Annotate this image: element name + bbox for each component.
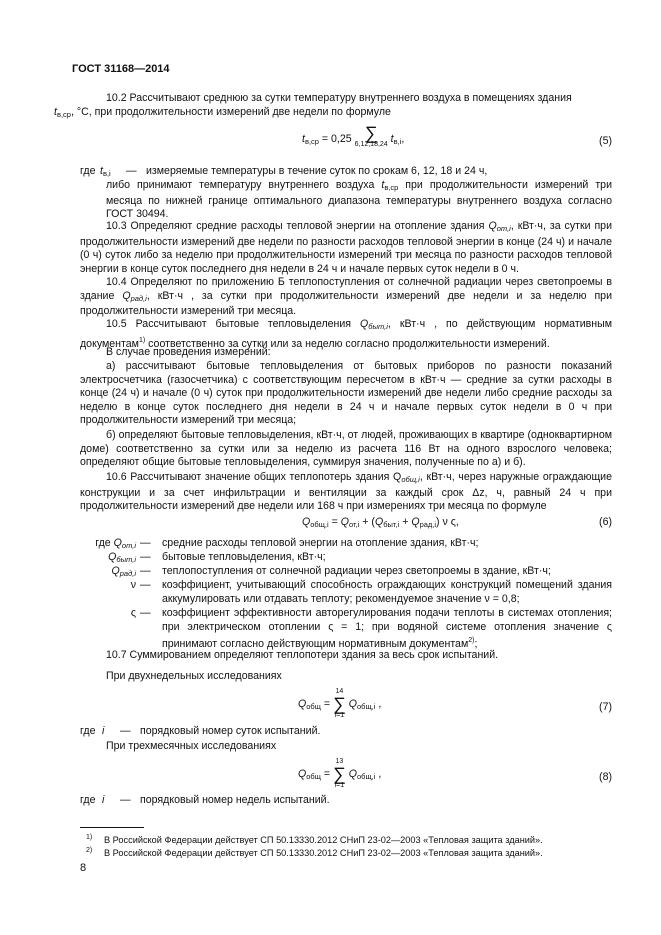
paragraph-a: а) рассчитывают бытовые тепловыделения от бытовых приборов по разности показаний электросчетчика (газосчетчика) с соответствующим пересчетом в кВт·ч — средние за сутки расходы в конце (24 ч) и начале (0 ч) суток при продолжительности измерений две недели либо средние расходы за неделю в конце суток последнего дня недели в 24 ч и начале первых суток недели в 0 ч при продолжительности измерений три месяца; [80, 360, 612, 427]
footnote-1: 1) В Российской Федерации действует СП 50.13330.2012 СНиП 23-02—2003 «Тепловая защита зданий». [86, 834, 543, 845]
formula-number: (6) [599, 516, 612, 528]
footnote-2: 2) В Российской Федерации действует СП 50.13330.2012 СНиП 23-02—2003 «Тепловая защита зданий». [86, 847, 543, 858]
paragraph-case: В случае проведения измерений: [106, 346, 271, 358]
paragraph-10-5: 10.5 Рассчитывают бытовые тепловыделения $Q_{быт,i}$, кВт·ч , по действующим нормативным документам$^{1)}$ соответственно за сутки или за неделю согласно продолжительности измерений. [80, 318, 612, 350]
paragraph-b: б) определяют бытовые тепловыделения, кВт·ч, от людей, проживающих в квартире (одноквартирном доме) соответственно за сутки или за неделю из расчета 116 Вт на одного взрослого человека; определяют общие бытовые тепловыделения, суммируя значения, полученные по а) и б). [80, 429, 612, 469]
paragraph-three-months: При трехмесячных исследованиях [106, 740, 277, 752]
formula-5: $t_{в,ср} = 0,25$ ∑ 6,12,18,24 $t_{в,i}$, (5) [302, 123, 612, 148]
paragraph-two-weeks: При двухнедельных исследованиях [106, 670, 282, 682]
formula-number: (5) [599, 135, 612, 147]
footnote-separator [80, 827, 144, 828]
formula-8: $Q_{общ}$ = 13 ∑ i=1 $Q_{общ,i}$ , (8) [298, 758, 612, 789]
paragraph-10-7: 10.7 Суммированием определяют теплопотери здания за весь срок испытаний. [106, 649, 499, 661]
formula-7: $Q_{общ}$ = 14 ∑ i=1 $Q_{общ,i}$ , (7) [298, 688, 612, 719]
document-header: ГОСТ 31168—2014 [72, 63, 170, 75]
paragraph-10-2: 10.2 Рассчитывают среднюю за сутки температуру внутреннего воздуха в помещениях здания $t_{в,ср}$, °С, при продолжительности измерений две недели по формуле [54, 92, 572, 119]
formula-6: $Q_{общ,i} = Q_{от,i} + (Q_{быт,i} + Q_{рад,i})$ ν ς, (6) [302, 516, 612, 529]
paragraph-10-6: 10.6 Рассчитывают значение общих теплопотерь здания $Q_{общ,i}$, кВт·ч, через наружные ограждающие конструкции и за счет инфильтрации и вентиляции за каждый срок Δz, ч, равный 24 ч при продолжительности измерений две недели или 168 ч при измерениях три месяца по формуле [80, 471, 612, 513]
paragraph-10-4: 10.4 Определяют по приложению Б теплопоступления от солнечной радиации через светопроемы в здание $Q_{рад,i}$, кВт·ч , за сутки при продолжительности измерений две недели и за неделю при продолжительности измерений три месяца. [80, 276, 612, 318]
definition-5-continued: либо принимают температуру внутреннего воздуха $t_{в,ср}$ при продолжительности измерений три месяца по нижней границе оптимального диапазона температуры внутреннего воздуха согласно ГОСТ 30494. [106, 179, 612, 221]
paragraph-10-3: 10.3 Определяют средние расходы тепловой энергии на отопление здания $Q_{от,i}$, кВт·ч, за сутки при продолжительности измерений две недели по разности расходов тепловой энергии в конце (24 ч) и начале (0 ч) суток либо за неделю при продолжительности измерений три месяца по разности расходов тепловой энергии в конце суток последнего дня недели в 24 ч и начале первых суток недели в 0 ч. [80, 220, 612, 275]
formula-number: (7) [599, 701, 612, 713]
formula-number: (8) [599, 771, 612, 783]
page-number: 8 [80, 862, 87, 874]
